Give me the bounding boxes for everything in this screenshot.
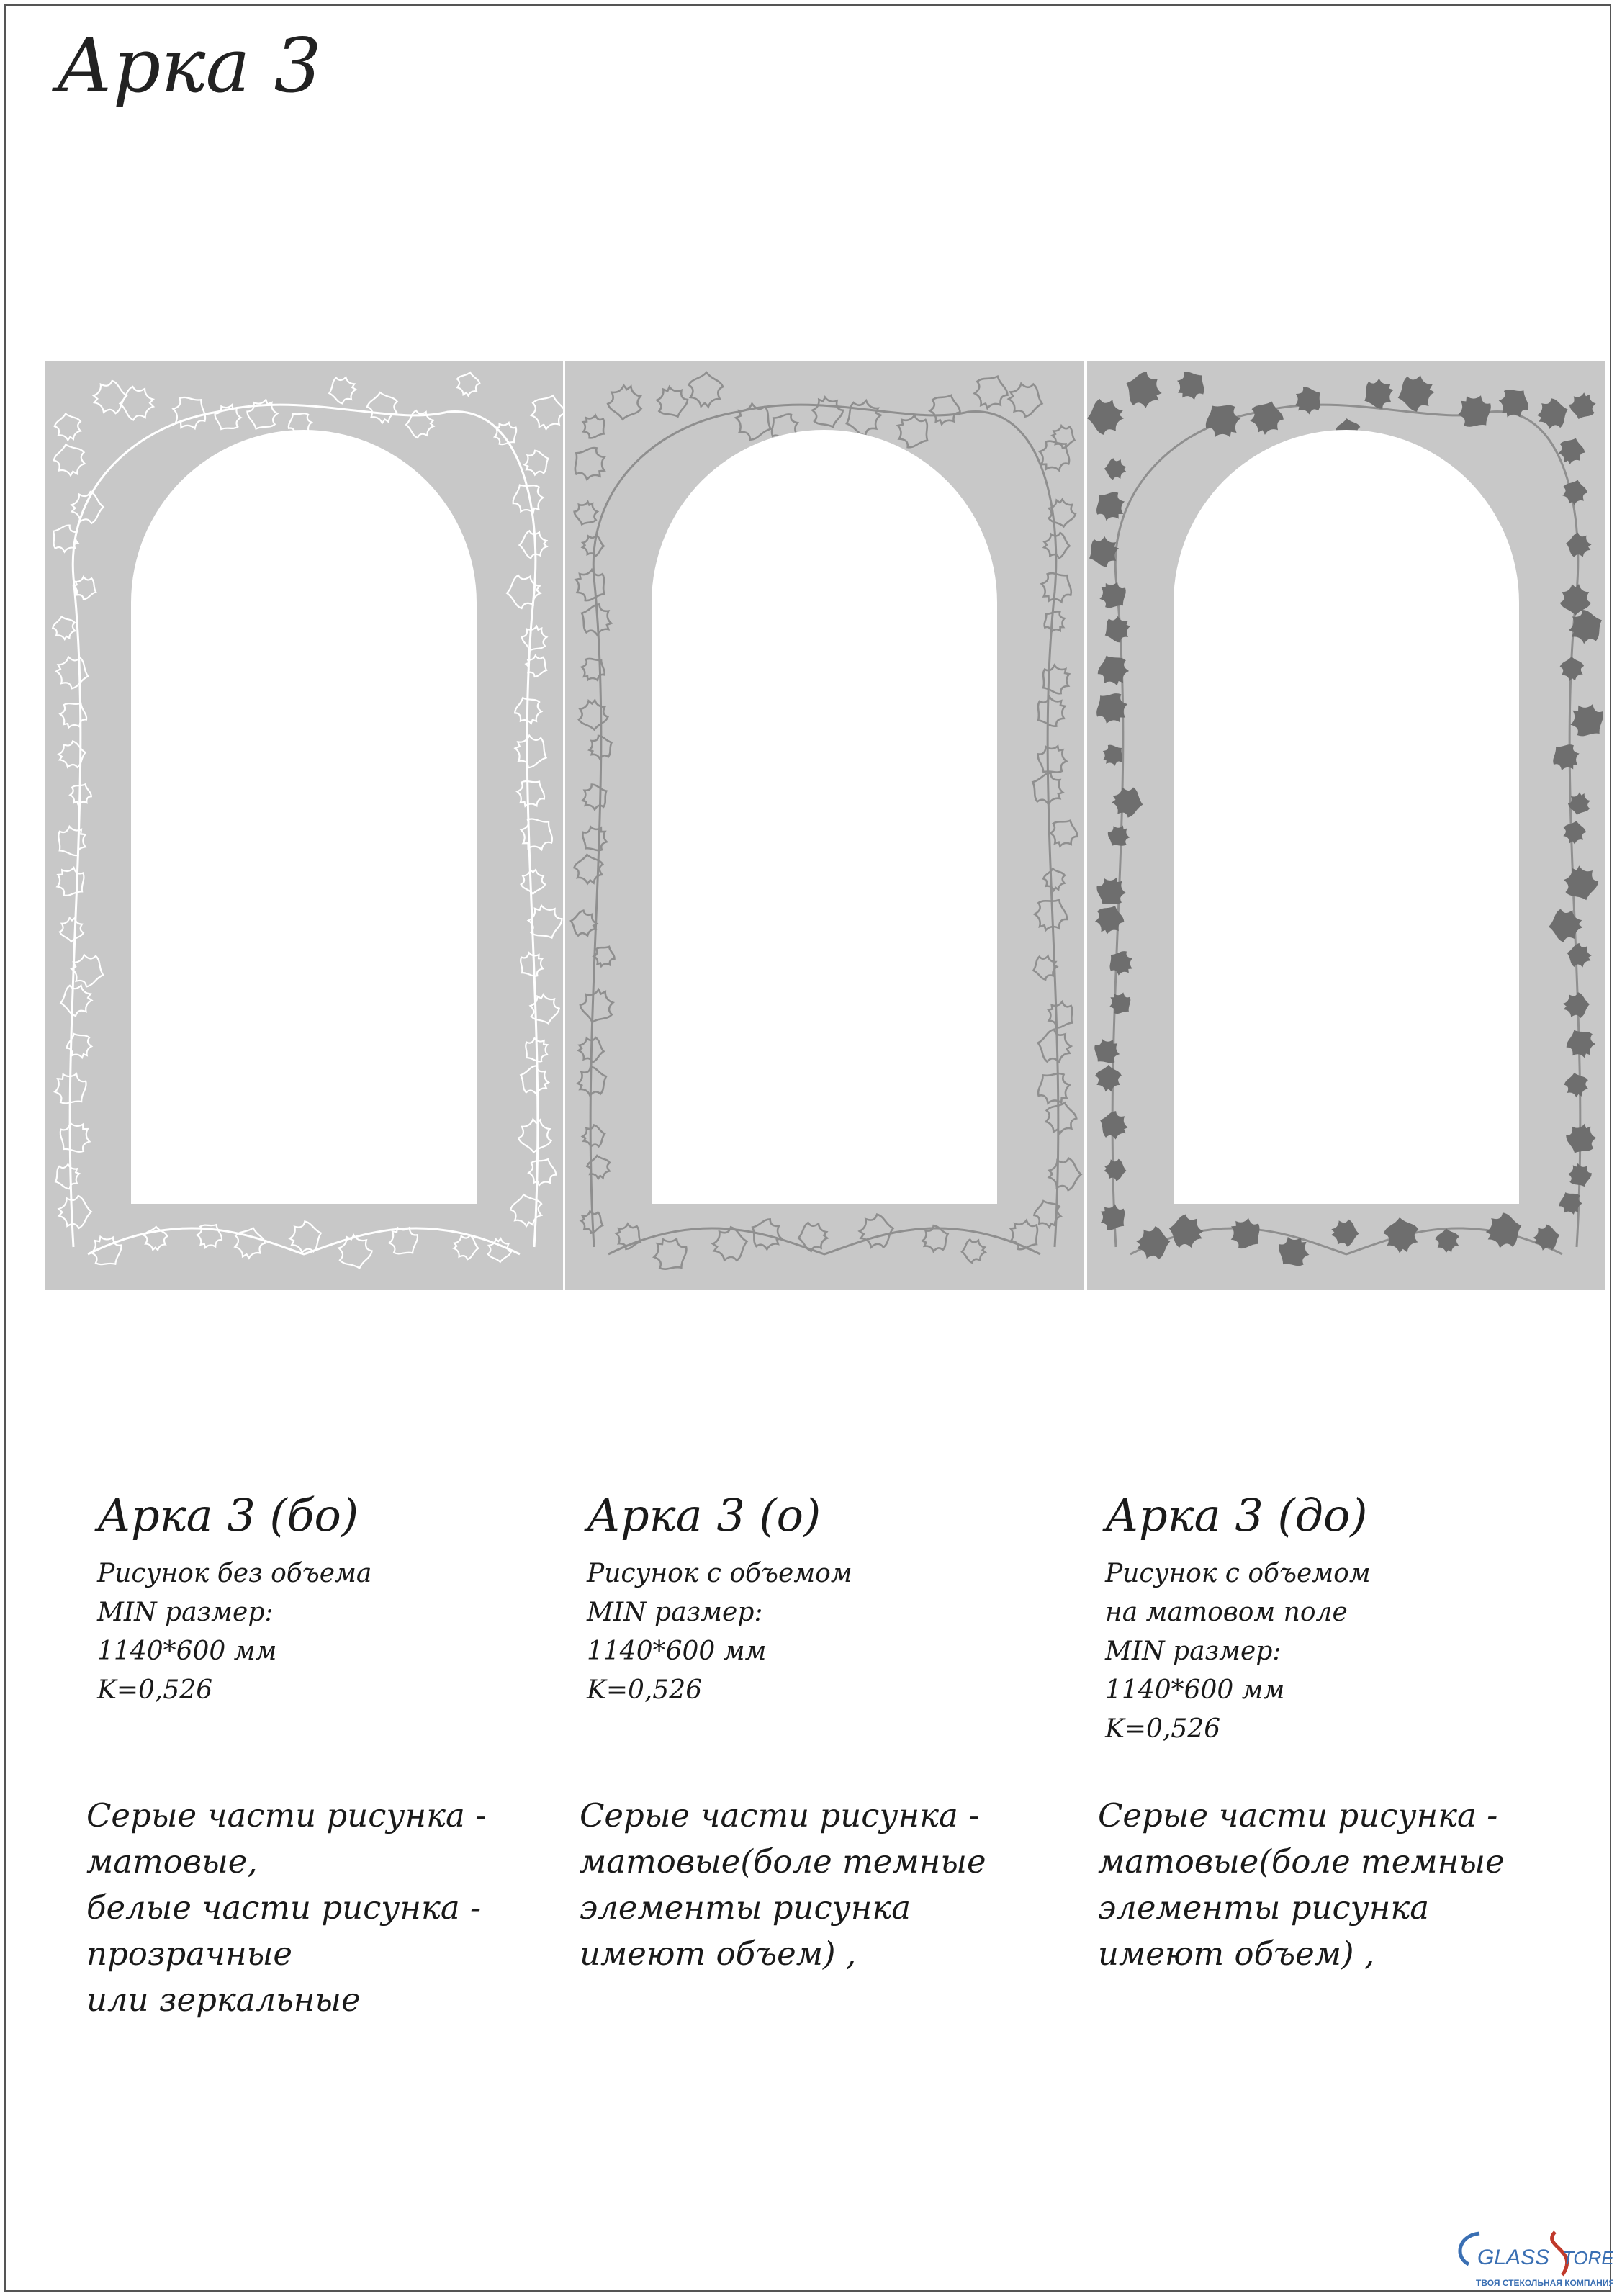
caption-o — [587, 1489, 852, 1710]
page-title: Арка 3 — [56, 22, 322, 109]
spec-line: K=0,526 — [97, 1675, 213, 1705]
note-line: или зеркальные — [86, 1981, 361, 2019]
note-line: элементы рисунка — [1098, 1888, 1430, 1927]
arch-panel-bo — [45, 361, 563, 1290]
arch-panel-do — [1087, 361, 1605, 1290]
arch-drawing — [45, 361, 563, 1290]
variant-spec — [587, 1554, 852, 1710]
spec-line: Рисунок с объемом — [587, 1559, 852, 1588]
glass-store-logo — [1447, 2225, 1613, 2293]
logo-swoosh-blue — [1460, 2233, 1479, 2264]
note-line: Серые части рисунка - — [1098, 1796, 1498, 1834]
caption-do — [1105, 1489, 1371, 1749]
variant-name: Арка 3 (до) — [1105, 1489, 1368, 1541]
note-line: элементы рисунка — [580, 1888, 911, 1927]
note-line: белые части рисунка - — [86, 1888, 482, 1927]
spec-line: K=0,526 — [1105, 1714, 1221, 1744]
note-line: прозрачные — [86, 1935, 292, 1973]
arch-opening — [652, 430, 997, 1204]
note-bo — [86, 1793, 486, 2023]
variant-name: Арка 3 (о) — [587, 1489, 821, 1541]
note-line: имеют объем) , — [1098, 1935, 1375, 1973]
spec-line: MIN размер: — [1105, 1637, 1282, 1666]
variant-spec — [97, 1554, 371, 1710]
arch-opening — [131, 430, 477, 1204]
note-line: матовые(боле темные — [580, 1842, 986, 1881]
caption-bo — [97, 1489, 371, 1710]
logo-text-tore: TORE — [1562, 2247, 1613, 2269]
spec-line: Рисунок без объема — [97, 1559, 372, 1588]
spec-line: Рисунок с объемом — [1105, 1559, 1371, 1588]
variant-name: Арка 3 (бо) — [97, 1489, 359, 1541]
arch-panel-o — [565, 361, 1084, 1290]
note-line: Серые части рисунка - — [580, 1796, 980, 1834]
arch-opening — [1174, 430, 1519, 1204]
note-do — [1098, 1793, 1505, 1977]
logo-text-glass: GLASS — [1477, 2246, 1550, 2269]
arch-drawing — [565, 361, 1084, 1290]
note-line: Серые части рисунка - — [86, 1796, 487, 1834]
spec-line: 1140*600 мм — [587, 1637, 767, 1666]
spec-line: на матовом поле — [1105, 1598, 1348, 1627]
arch-drawing — [1087, 361, 1605, 1290]
note-line: матовые(боле темные — [1098, 1842, 1505, 1881]
note-o — [580, 1793, 986, 1977]
logo-mark — [1447, 2225, 1613, 2293]
variant-spec — [1105, 1554, 1371, 1749]
spec-line: 1140*600 мм — [1105, 1675, 1285, 1705]
note-line: имеют объем) , — [580, 1935, 857, 1973]
spec-line: K=0,526 — [587, 1675, 703, 1705]
logo-tagline: ТВОЯ СТЕКОЛЬНАЯ КОМПАНИЯ — [1476, 2278, 1613, 2288]
spec-line: 1140*600 мм — [97, 1637, 277, 1666]
note-line: матовые, — [86, 1842, 258, 1881]
spec-line: MIN размер: — [97, 1598, 274, 1627]
spec-line: MIN размер: — [587, 1598, 763, 1627]
